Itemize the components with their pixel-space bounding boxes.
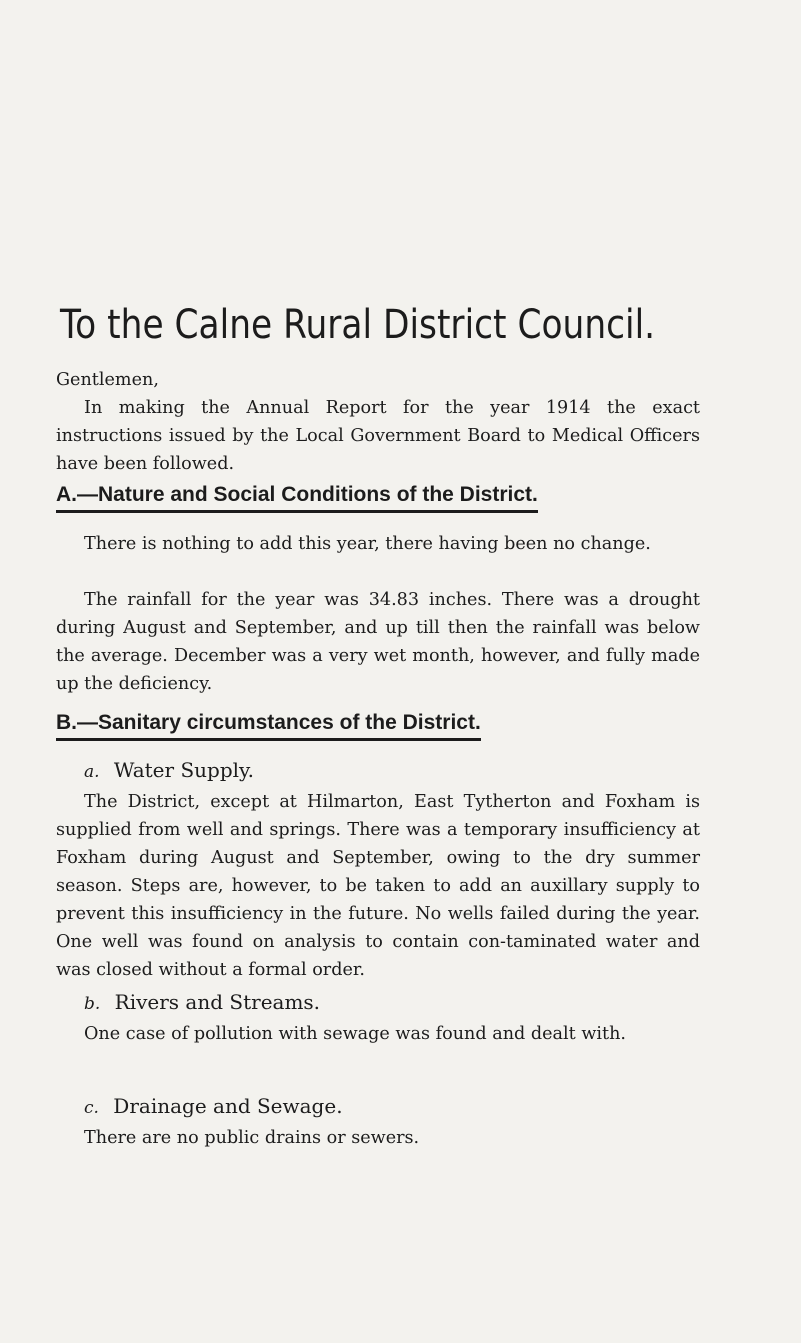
heading-underline (56, 510, 538, 513)
drainage-subheading (84, 1094, 343, 1118)
drainage-paragraph: There are no public drains or sewers. (84, 1128, 420, 1148)
subheading-letter: b. (84, 994, 101, 1014)
rivers-paragraph: One case of pollution with sewage was found and dealt with. (84, 1024, 627, 1044)
subheading-title: Water Supply. (113, 758, 255, 782)
section-b-heading-text: B.—Sanitary circumstances of the District. (56, 711, 481, 734)
section-a-heading (56, 483, 538, 507)
salutation: Gentlemen, (56, 370, 159, 390)
rivers-subheading (84, 990, 320, 1014)
subheading-letter: c. (84, 1098, 99, 1118)
intro-paragraph: In making the Annual Report for the year 1914 the exact instructions issued by the Local Government Board to Medical Officers have been followed. (56, 398, 700, 474)
subheading-letter: a. (84, 762, 100, 782)
page-title: To the Calne Rural District Council. (60, 302, 656, 348)
section-a-paragraph-2: The rainfall for the year was 34.83 inches. There was a drought during August and September, and up till then the rainfall was below the average. December was a very wet month, however, and fully made up the deficiency. (56, 590, 700, 694)
subheading-title: Rivers and Streams. (114, 990, 321, 1014)
section-a-paragraph-1: There is nothing to add this year, there having been no change. (84, 534, 651, 554)
section-a-heading-text: A.—Nature and Social Conditions of the District. (56, 483, 538, 506)
heading-underline (56, 738, 481, 741)
section-b-heading (56, 711, 481, 735)
water-supply-paragraph: The District, except at Hilmarton, East Tytherton and Foxham is supplied from well and springs. There was a temporary insufficiency at Foxham during August and September, owing to the dry summer season. Steps are, however, to be taken to add an auxillary supply to prevent this insufficiency in the future. No wells failed during the year. One well was found on analysis to contain con-taminated water and was closed without a formal order. (56, 792, 700, 980)
water-supply-subheading (84, 758, 254, 782)
subheading-title: Drainage and Sewage. (113, 1094, 343, 1118)
